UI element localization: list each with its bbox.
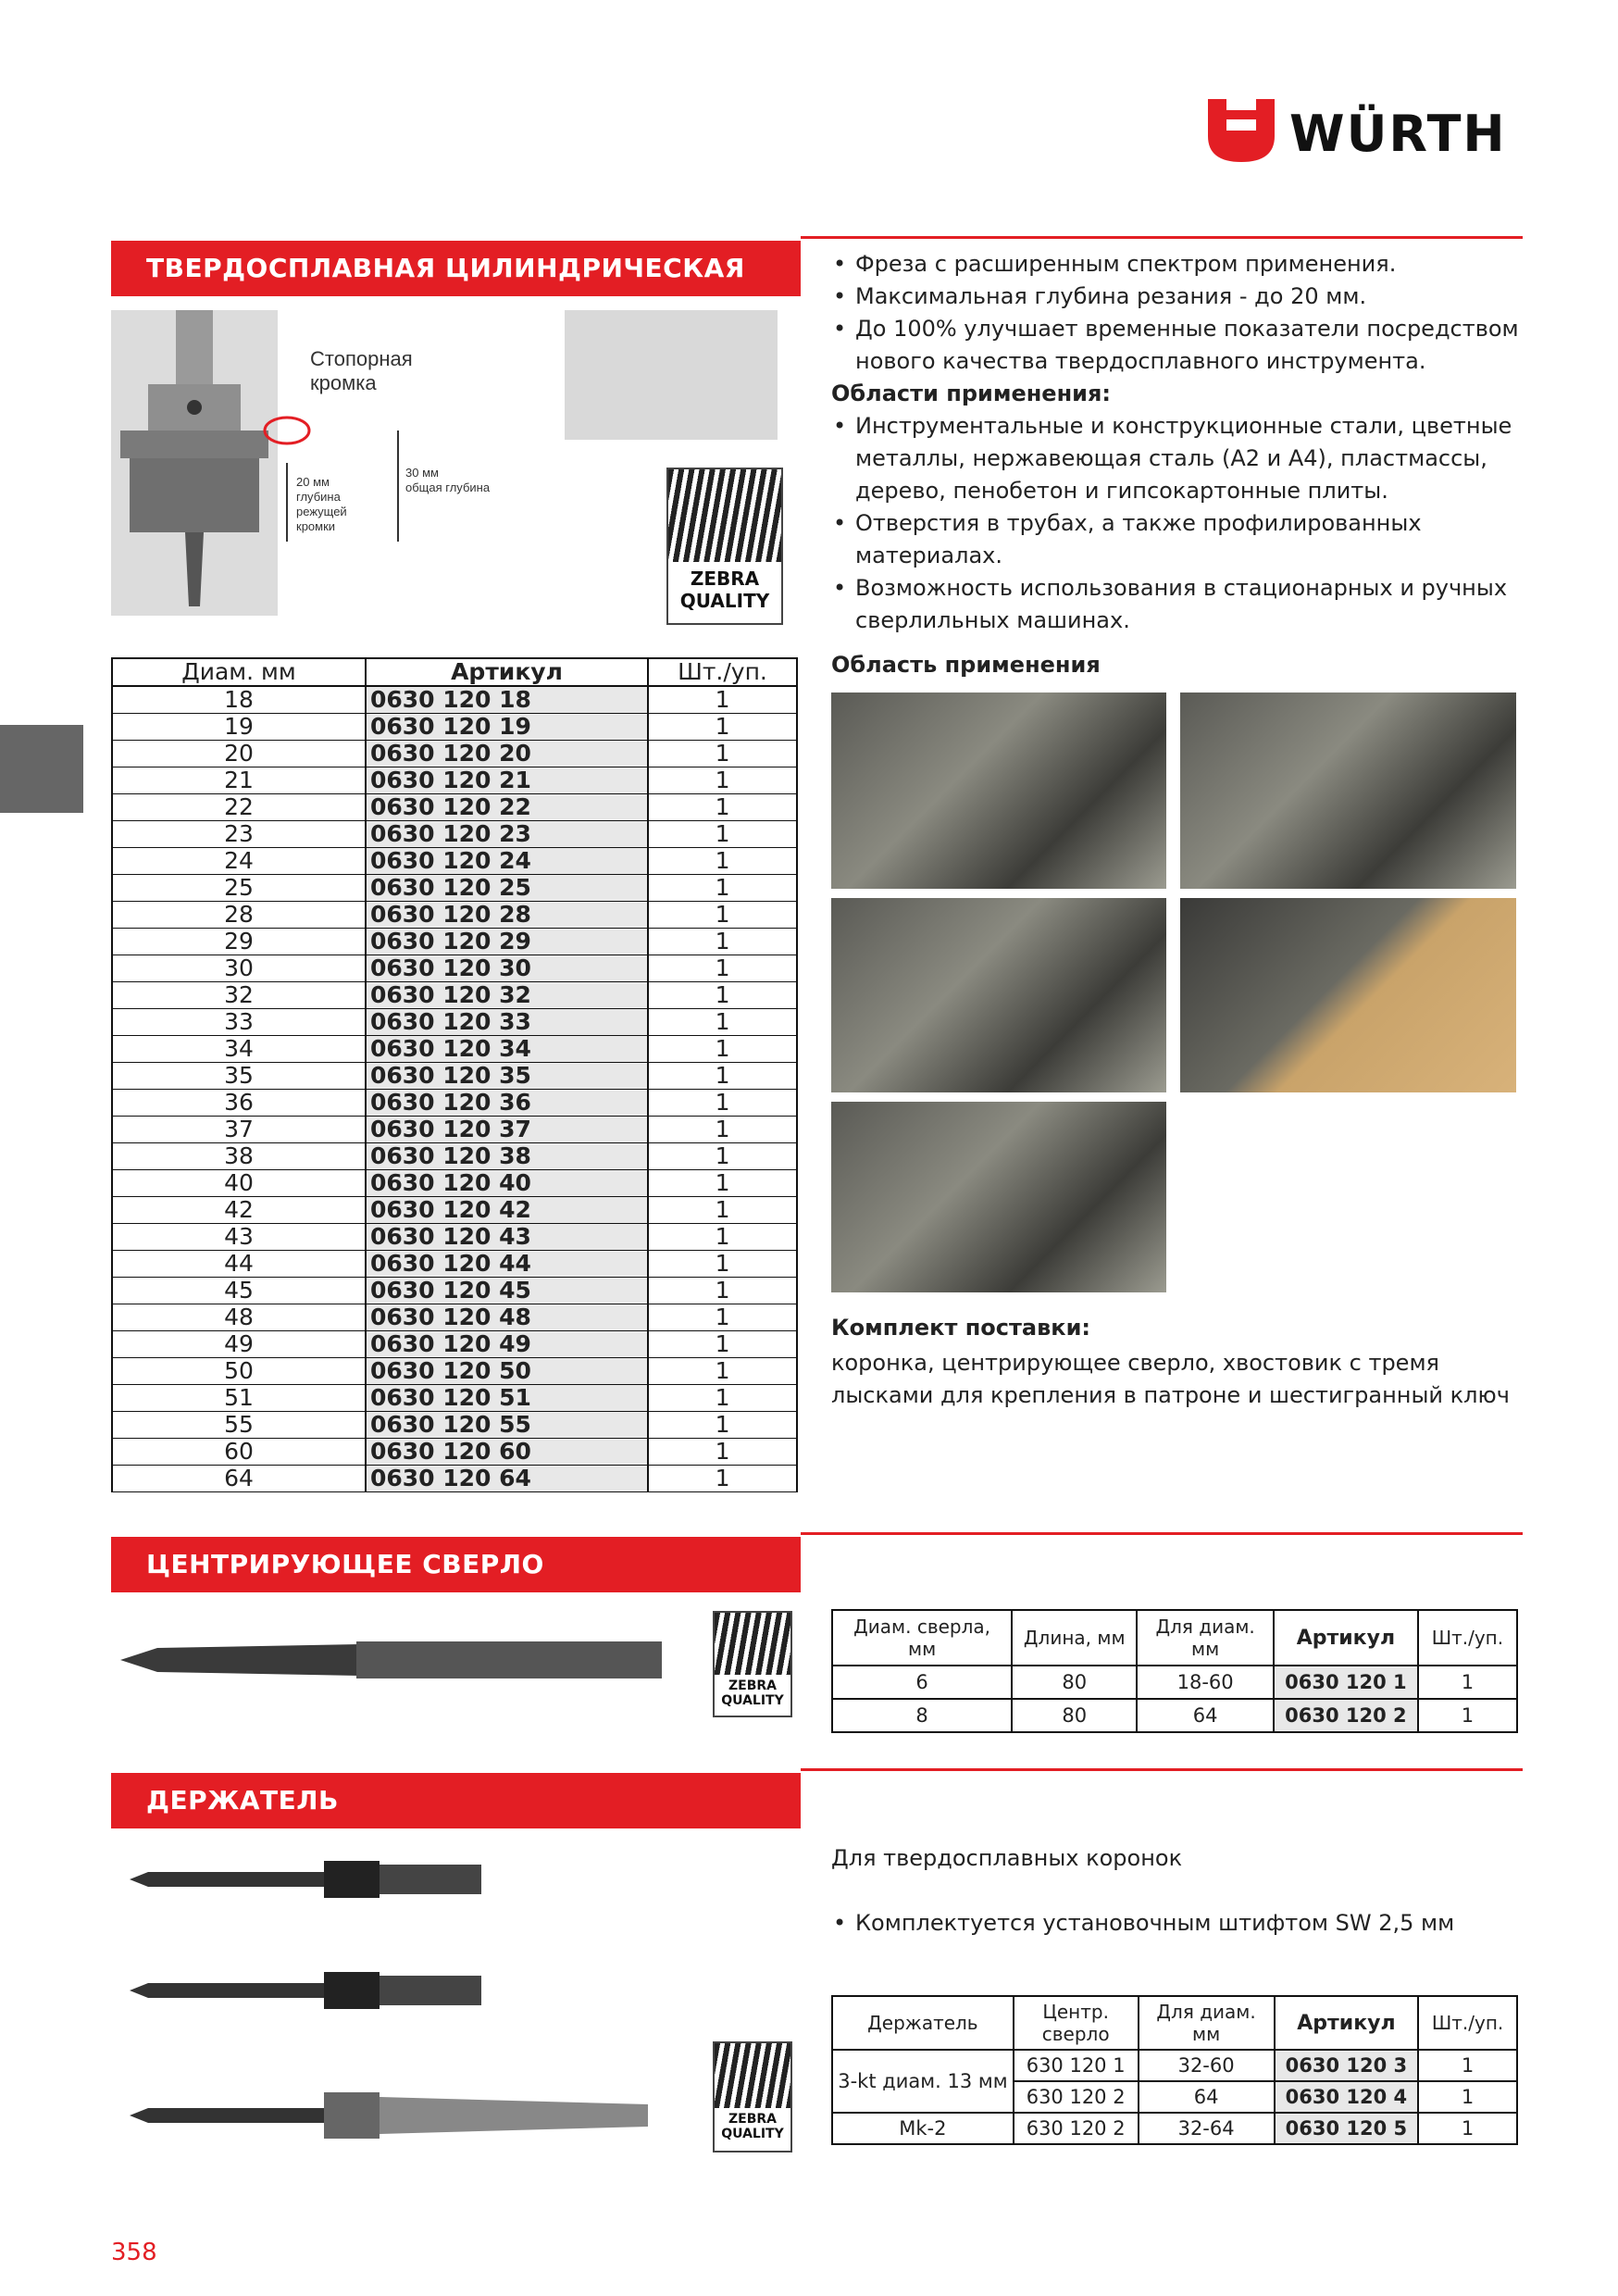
diameter-cell: 51 — [112, 1385, 366, 1412]
diameter-cell: 28 — [112, 902, 366, 929]
table-row — [112, 821, 797, 848]
svg-text:глубина: глубина — [296, 490, 341, 504]
table-row — [112, 1358, 797, 1385]
col-article: Артикул — [366, 658, 648, 686]
feature-item: • Фреза с расширенным спектром применения. — [831, 248, 1525, 281]
table-cell: 1 — [1418, 1699, 1517, 1732]
article-cell: 0630 120 64 — [366, 1466, 648, 1492]
diameter-cell: 45 — [112, 1278, 366, 1304]
col-diameter: Диам. мм — [112, 658, 366, 686]
diameter-cell: 38 — [112, 1143, 366, 1170]
article-cell: 0630 120 55 — [366, 1412, 648, 1439]
zebra-quality-badge: ZEBRA QUALITY — [713, 2041, 792, 2152]
table-row: 630 120 2 64 0630 120 4 1 — [832, 2081, 1517, 2113]
application-photo-4 — [1180, 898, 1516, 1092]
svg-text:общая глубина: общая глубина — [405, 480, 491, 494]
diameter-cell: 42 — [112, 1197, 366, 1224]
application-photo-5 — [831, 1102, 1166, 1292]
zebra-quality-badge: ZEBRA QUALITY — [713, 1611, 792, 1717]
table-row — [112, 929, 797, 955]
qty-cell: 1 — [648, 1143, 797, 1170]
application-item: • Отверстия в трубах, а также профилированных материалах. — [831, 507, 1525, 572]
svg-text:30 мм: 30 мм — [405, 466, 439, 480]
qty-cell: 1 — [648, 1331, 797, 1358]
article-cell: 0630 120 18 — [366, 686, 648, 714]
zebra-icon — [668, 469, 781, 562]
article-cell: 0630 120 43 — [366, 1224, 648, 1251]
table-row — [112, 1036, 797, 1063]
article-cell: 0630 120 25 — [366, 875, 648, 902]
delivery-text: коронка, центрирующее сверло, хвостовик с тремя лысками для крепления в патроне и шестигранный ключ — [831, 1350, 1510, 1408]
col-qty: Шт./уп. — [648, 658, 797, 686]
table-row: Mk-2 630 120 2 32-64 0630 120 5 1 — [832, 2113, 1517, 2144]
table-row — [112, 794, 797, 821]
diameter-cell: 32 — [112, 982, 366, 1009]
diameter-cell: 24 — [112, 848, 366, 875]
article-cell: 0630 120 42 — [366, 1197, 648, 1224]
wurth-logo-icon — [1208, 99, 1275, 162]
qty-cell: 1 — [648, 1170, 797, 1197]
holder-table: Держатель Центр. сверло Для диам. мм Артикул Шт./уп. 3-kt диам. 13 мм 630 120 1 32-60 0630 120 3 1 630 120 2 64 0630 120 4 1 Mk-2 630 120 2 32-64 0630 120 5 1 — [831, 1995, 1518, 2145]
qty-cell: 1 — [648, 1412, 797, 1439]
table-cell: 6 — [832, 1666, 1012, 1699]
qty-cell: 1 — [648, 902, 797, 929]
table-row — [112, 848, 797, 875]
feature-item: • Максимальная глубина резания - до 20 мм. — [831, 281, 1525, 313]
svg-text:20 мм: 20 мм — [296, 475, 330, 489]
delivery-heading: Комплект поставки: — [831, 1315, 1091, 1341]
table-row — [112, 1090, 797, 1117]
table-row — [112, 1466, 797, 1492]
qty-cell: 1 — [648, 848, 797, 875]
brand-name: WÜRTH — [1289, 105, 1507, 163]
table-row — [112, 1385, 797, 1412]
diameter-cell: 34 — [112, 1036, 366, 1063]
table-row — [112, 902, 797, 929]
table-row — [112, 741, 797, 767]
article-cell: 0630 120 50 — [366, 1358, 648, 1385]
article-cell: 0630 120 32 — [366, 982, 648, 1009]
photos-heading: Область применения — [831, 652, 1101, 678]
qty-cell: 1 — [648, 1117, 797, 1143]
article-cell: 0630 120 21 — [366, 767, 648, 794]
article-cell: 0630 120 29 — [366, 929, 648, 955]
section-divider — [801, 1532, 1523, 1535]
diameter-cell: 37 — [112, 1117, 366, 1143]
qty-cell: 1 — [648, 1304, 797, 1331]
qty-cell: 1 — [648, 875, 797, 902]
diameter-cell: 19 — [112, 714, 366, 741]
table-row — [112, 1063, 797, 1090]
diameter-cell: 36 — [112, 1090, 366, 1117]
table-row — [832, 1666, 1517, 1699]
section-divider — [801, 1768, 1523, 1771]
qty-cell: 1 — [648, 1063, 797, 1090]
holder-group: 3-kt диам. 13 мм — [832, 2050, 1014, 2113]
article-cell: 0630 120 48 — [366, 1304, 648, 1331]
zebra-quality-badge: ZEBRA QUALITY — [666, 468, 783, 625]
application-item: • Возможность использования в стационарных и ручных сверлильных машинах. — [831, 572, 1525, 637]
diameter-cell: 18 — [112, 686, 366, 714]
article-cell: 0630 120 19 — [366, 714, 648, 741]
svg-text:кромка: кромка — [310, 371, 377, 394]
qty-cell: 1 — [648, 1385, 797, 1412]
diameter-cell: 20 — [112, 741, 366, 767]
cutter-description — [831, 248, 1525, 637]
diameter-cell: 49 — [112, 1331, 366, 1358]
qty-cell: 1 — [648, 714, 797, 741]
chapter-tab — [0, 725, 83, 813]
section-title-cutter: ТВЕРДОСПЛАВНАЯ ЦИЛИНДРИЧЕСКАЯ — [111, 241, 801, 296]
diameter-cell: 30 — [112, 955, 366, 982]
section-title-centering-drill: ЦЕНТРИРУЮЩЕЕ СВЕРЛО — [111, 1537, 801, 1592]
diameter-cell: 43 — [112, 1224, 366, 1251]
article-cell: 0630 120 51 — [366, 1385, 648, 1412]
table-row — [112, 1251, 797, 1278]
cutter-photo — [565, 310, 778, 440]
page-number: 358 — [111, 2239, 157, 2266]
qty-cell: 1 — [648, 741, 797, 767]
table-row — [112, 1412, 797, 1439]
table-cell: 1 — [1418, 1666, 1517, 1699]
qty-cell: 1 — [648, 1251, 797, 1278]
zebra-icon — [715, 1613, 790, 1675]
wurth-logo — [1208, 99, 1523, 164]
table-cell: 80 — [1012, 1666, 1137, 1699]
table-cell: 0630 120 2 — [1274, 1699, 1418, 1732]
diagram-label-stop-edge: Стопорная — [310, 347, 413, 370]
qty-cell: 1 — [648, 955, 797, 982]
diameter-cell: 25 — [112, 875, 366, 902]
table-row — [112, 1197, 797, 1224]
table-row — [112, 686, 797, 714]
qty-cell: 1 — [648, 1439, 797, 1466]
diameter-cell: 22 — [112, 794, 366, 821]
qty-cell: 1 — [648, 1466, 797, 1492]
qty-cell: 1 — [648, 686, 797, 714]
article-cell: 0630 120 35 — [366, 1063, 648, 1090]
table-row — [112, 1278, 797, 1304]
article-cell: 0630 120 37 — [366, 1117, 648, 1143]
feature-item: • До 100% улучшает временные показатели посредством нового качества твердосплавного инструмента. — [831, 313, 1525, 378]
holder-bullet: • Комплектуется установочным штифтом SW 2,5 мм — [831, 1907, 1454, 1940]
application-photo-2 — [1180, 693, 1516, 889]
table-cell: 80 — [1012, 1699, 1137, 1732]
article-cell: 0630 120 23 — [366, 821, 648, 848]
article-cell: 0630 120 40 — [366, 1170, 648, 1197]
article-cell: 0630 120 49 — [366, 1331, 648, 1358]
qty-cell: 1 — [648, 794, 797, 821]
table-cell: 8 — [832, 1699, 1012, 1732]
section-divider — [801, 236, 1523, 239]
diameter-cell: 64 — [112, 1466, 366, 1492]
table-row — [112, 1439, 797, 1466]
diameter-cell: 44 — [112, 1251, 366, 1278]
article-cell: 0630 120 38 — [366, 1143, 648, 1170]
diameter-cell: 48 — [112, 1304, 366, 1331]
applications-list — [831, 410, 1525, 637]
holder-images — [130, 1842, 685, 2166]
zebra-icon — [715, 2043, 790, 2108]
diameter-cell: 35 — [112, 1063, 366, 1090]
diameter-cell: 60 — [112, 1439, 366, 1466]
table-row — [112, 1224, 797, 1251]
qty-cell: 1 — [648, 1197, 797, 1224]
article-cell: 0630 120 30 — [366, 955, 648, 982]
svg-text:кромки: кромки — [296, 519, 336, 533]
table-row — [112, 1331, 797, 1358]
section-title-holder: ДЕРЖАТЕЛЬ — [111, 1773, 801, 1828]
table-cell: 64 — [1137, 1699, 1274, 1732]
table-cell: 18-60 — [1137, 1666, 1274, 1699]
centering-drill-table: Диам. сверла, мм Длина, мм Для диам. мм Артикул Шт./уп. 6 80 18-60 0630 120 1 1 8 80 64 0630 120 2 1 — [831, 1609, 1518, 1733]
qty-cell: 1 — [648, 821, 797, 848]
qty-cell: 1 — [648, 767, 797, 794]
qty-cell: 1 — [648, 982, 797, 1009]
qty-cell: 1 — [648, 1090, 797, 1117]
table-row — [112, 1170, 797, 1197]
qty-cell: 1 — [648, 1036, 797, 1063]
article-cell: 0630 120 33 — [366, 1009, 648, 1036]
centering-drill-image — [120, 1628, 666, 1692]
application-item: • Инструментальные и конструкционные стали, цветные металлы, нержавеющая сталь (А2 и А4), пластмассы, дерево, пенобетон и гипсокартонные плиты. — [831, 410, 1525, 507]
article-cell: 0630 120 44 — [366, 1251, 648, 1278]
feature-list — [831, 248, 1525, 378]
diameter-cell: 23 — [112, 821, 366, 848]
qty-cell: 1 — [648, 1358, 797, 1385]
table-row — [112, 875, 797, 902]
table-cell: 0630 120 1 — [1274, 1666, 1418, 1699]
article-cell: 0630 120 45 — [366, 1278, 648, 1304]
svg-text:режущей: режущей — [296, 505, 347, 518]
table-row — [112, 955, 797, 982]
diameter-cell: 29 — [112, 929, 366, 955]
article-cell: 0630 120 20 — [366, 741, 648, 767]
qty-cell: 1 — [648, 1224, 797, 1251]
table-row — [112, 1009, 797, 1036]
table-row — [112, 714, 797, 741]
article-cell: 0630 120 28 — [366, 902, 648, 929]
diameter-cell: 33 — [112, 1009, 366, 1036]
article-cell: 0630 120 34 — [366, 1036, 648, 1063]
diameter-cell: 40 — [112, 1170, 366, 1197]
qty-cell: 1 — [648, 929, 797, 955]
article-cell: 0630 120 60 — [366, 1439, 648, 1466]
table-row — [112, 1304, 797, 1331]
table-row — [112, 767, 797, 794]
holder-intro: Для твердосплавных коронок — [831, 1845, 1183, 1871]
cutter-diagram — [111, 310, 546, 616]
application-photo-3 — [831, 898, 1166, 1092]
diameter-cell: 21 — [112, 767, 366, 794]
table-row — [112, 982, 797, 1009]
diameter-cell: 50 — [112, 1358, 366, 1385]
cutter-table — [111, 657, 798, 1492]
article-cell: 0630 120 36 — [366, 1090, 648, 1117]
table-row — [832, 1699, 1517, 1732]
applications-heading: Области применения: — [831, 381, 1111, 406]
article-cell: 0630 120 22 — [366, 794, 648, 821]
qty-cell: 1 — [648, 1278, 797, 1304]
diameter-cell: 55 — [112, 1412, 366, 1439]
article-cell: 0630 120 24 — [366, 848, 648, 875]
table-row: 3-kt диам. 13 мм 630 120 1 32-60 0630 120 3 1 — [832, 2050, 1517, 2081]
qty-cell: 1 — [648, 1009, 797, 1036]
application-photo-1 — [831, 693, 1166, 889]
table-row — [112, 1117, 797, 1143]
table-row — [112, 1143, 797, 1170]
